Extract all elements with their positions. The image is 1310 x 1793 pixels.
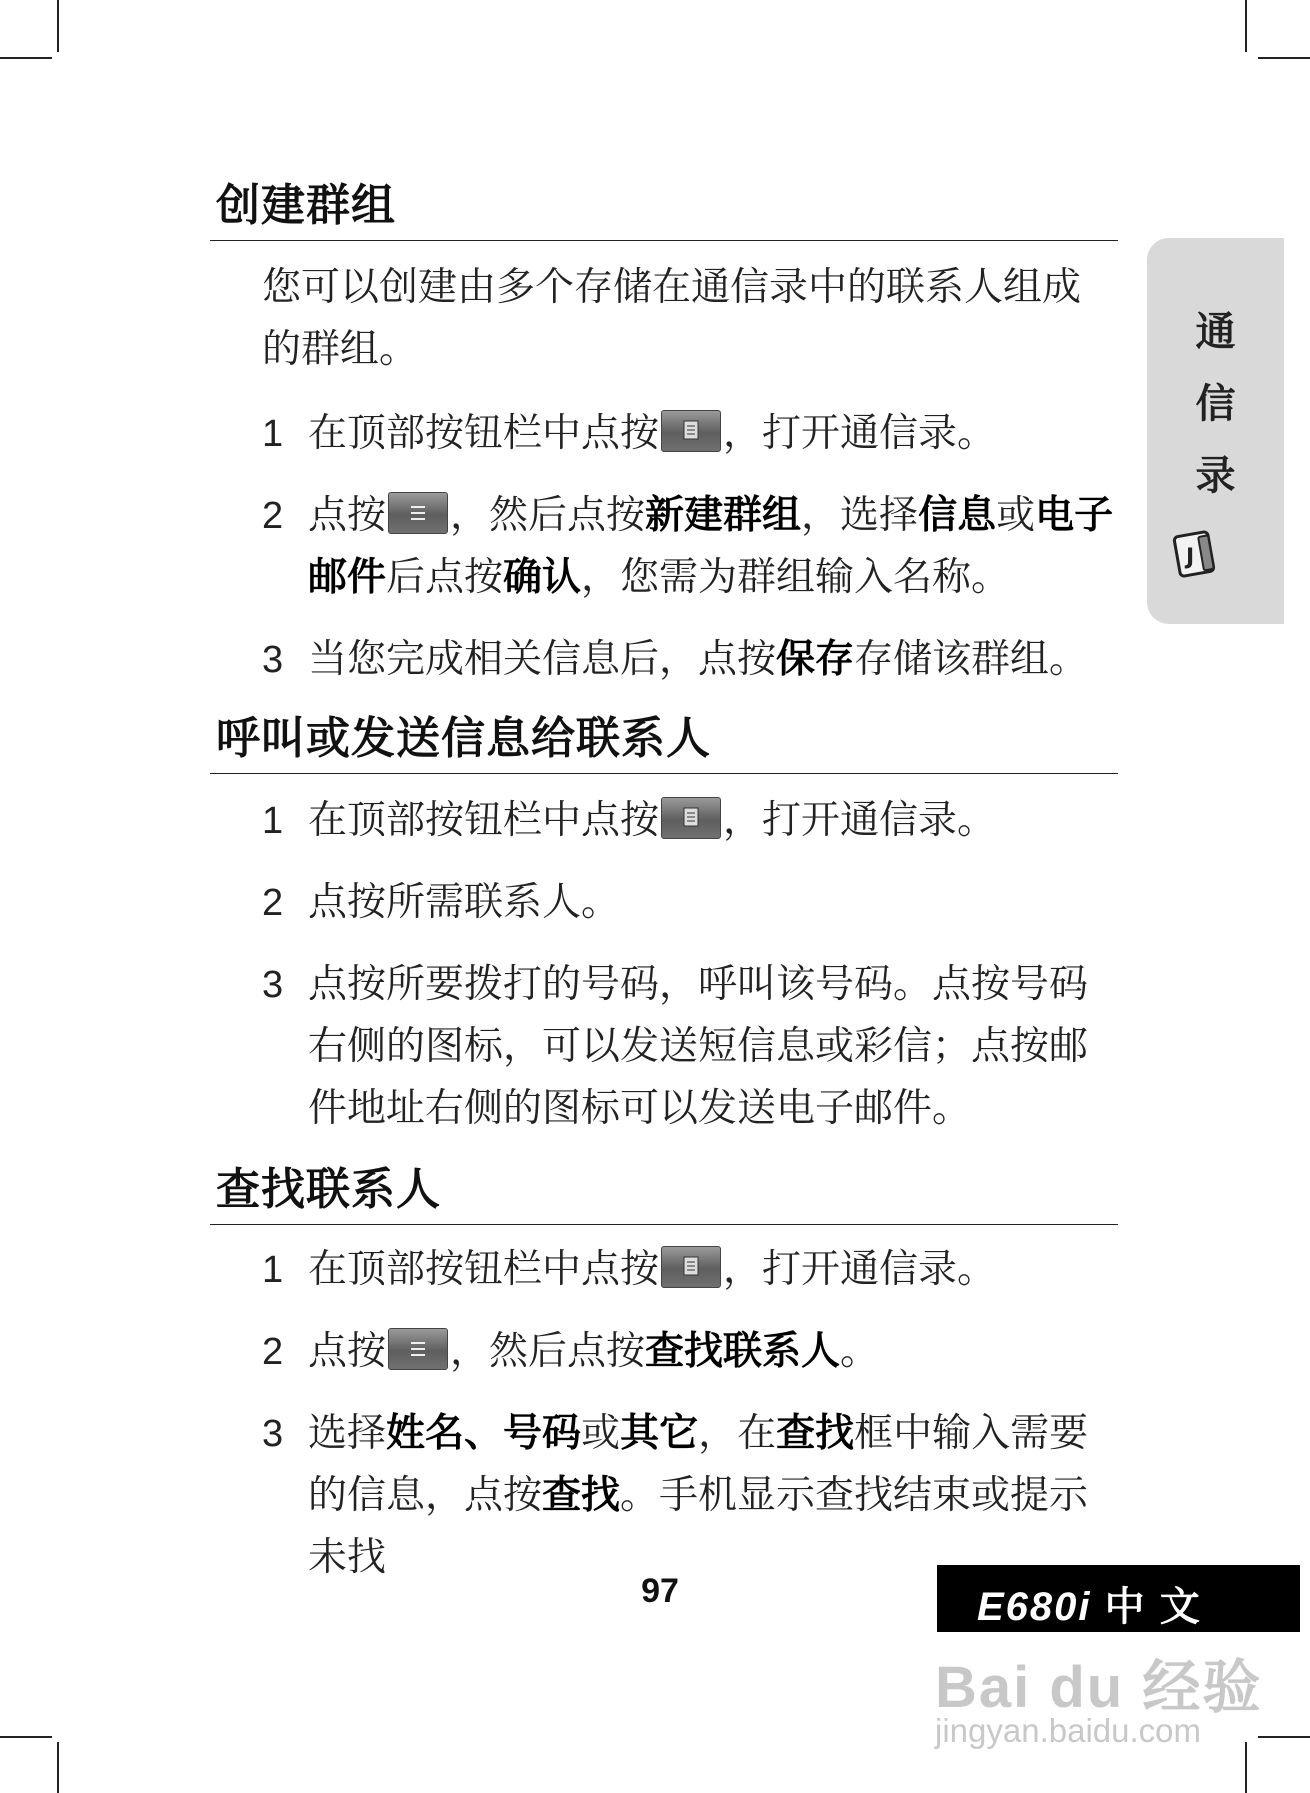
chapter-tab	[1147, 238, 1284, 624]
step-text: ，然后点按	[450, 1329, 646, 1374]
model-label	[977, 1575, 1202, 1632]
step-text: 点按所要拨打的号码，呼叫该号码。点按号码右侧的图标，可以发送短信息或彩信；点按邮件地址右侧的图标可以发送电子邮件。	[308, 962, 1089, 1131]
language-label: 中 文	[1104, 1585, 1202, 1629]
ui-term: 确认	[503, 555, 582, 600]
page-number: 97	[641, 1572, 679, 1610]
menu-icon	[388, 1328, 448, 1370]
ui-term: 其它	[620, 1411, 699, 1456]
chapter-tab-char: 信	[1195, 380, 1236, 427]
ui-term: 、	[464, 1411, 504, 1456]
ui-term: 电子邮件	[308, 493, 1114, 600]
step-text: ，在	[698, 1411, 777, 1456]
ui-term: 查找	[776, 1411, 855, 1456]
ui-term: 新建群组	[645, 493, 802, 538]
section-find-contact	[210, 1160, 1118, 1589]
section-divider	[210, 1224, 1118, 1225]
step-text: 点按	[308, 493, 387, 538]
ui-term: 信息	[918, 493, 997, 538]
watermark-url: jingyan.baidu.com	[935, 1712, 1201, 1749]
step-text: 在顶部按钮栏中点按	[308, 411, 660, 456]
crop-mark	[0, 57, 52, 59]
step-text: 点按所需联系人。	[308, 880, 621, 925]
crop-mark	[57, 0, 59, 52]
section-title: 呼叫或发送信息给联系人	[216, 713, 711, 764]
step-text: 在顶部按钮栏中点按	[308, 798, 660, 843]
phonebook-icon	[1171, 528, 1223, 584]
step-text: 当您完成相关信息后，点按	[308, 637, 777, 682]
intro-text: 您可以创建由多个存储在通信录中的联系人组成的群组。	[262, 265, 1082, 372]
chapter-tab-char: 通	[1195, 308, 1236, 355]
step-number: 1	[262, 413, 284, 455]
ui-term: 查找联系人	[645, 1329, 841, 1374]
step-text: ，打开通信录。	[723, 411, 997, 456]
step-number: 3	[262, 964, 284, 1006]
step-item	[262, 790, 1118, 852]
section-create-group	[210, 176, 1118, 691]
section-call-or-message	[210, 709, 1118, 1140]
model-name: E680i	[977, 1585, 1092, 1629]
step-text: ，您需为群组输入名称。	[581, 555, 1011, 600]
step-text: 。	[840, 1329, 880, 1374]
step-text: 选择	[308, 1411, 387, 1456]
step-item	[262, 1239, 1118, 1301]
section-title: 创建群组	[216, 180, 396, 231]
chapter-tab-char: 录	[1195, 452, 1236, 499]
crop-mark	[57, 1742, 59, 1793]
step-text: 或	[996, 493, 1036, 538]
step-text: 后点按	[386, 555, 504, 600]
step-number: 3	[262, 1413, 284, 1455]
crop-mark	[1258, 1736, 1310, 1738]
ui-term: 保存	[776, 637, 855, 682]
step-text: ，然后点按	[450, 493, 646, 538]
step-number: 1	[262, 800, 284, 842]
step-number: 3	[262, 639, 284, 681]
step-item	[262, 954, 1118, 1140]
crop-mark	[1245, 1742, 1247, 1793]
step-text: ，打开通信录。	[723, 798, 997, 843]
crop-mark	[1245, 0, 1247, 52]
step-text: 存储该群组。	[854, 637, 1089, 682]
step-number: 2	[262, 1331, 284, 1373]
step-number: 2	[262, 882, 284, 924]
step-item	[262, 872, 1118, 934]
step-number: 1	[262, 1249, 284, 1291]
contacts-icon	[661, 1246, 721, 1288]
step-item	[262, 485, 1118, 609]
step-item	[262, 629, 1118, 691]
step-text: 在顶部按钮栏中点按	[308, 1247, 660, 1292]
step-item	[262, 1403, 1118, 1589]
section-title: 查找联系人	[216, 1164, 441, 1215]
contacts-icon	[661, 410, 721, 452]
watermark-logo: Bai du 经验	[935, 1655, 1263, 1720]
ui-term: 查找	[542, 1473, 621, 1518]
step-item	[262, 403, 1118, 465]
step-text: ，打开通信录。	[723, 1247, 997, 1292]
contacts-icon	[661, 797, 721, 839]
crop-mark	[1258, 57, 1310, 59]
step-text: 。手机显示查找结束或提示未找	[308, 1473, 1089, 1580]
step-number: 2	[262, 495, 284, 537]
crop-mark	[0, 1736, 52, 1738]
ui-term: 姓名	[386, 1411, 465, 1456]
step-text: 框中输入需要的信息，点按	[308, 1411, 1089, 1518]
section-divider	[210, 773, 1118, 774]
step-text: 点按	[308, 1329, 387, 1374]
step-item	[262, 1321, 1118, 1383]
ui-term: 号码	[503, 1411, 582, 1456]
svg-text:J: J	[1186, 545, 1195, 570]
section-divider	[210, 240, 1118, 241]
step-text: 或	[581, 1411, 621, 1456]
model-banner	[937, 1565, 1300, 1632]
menu-icon	[388, 492, 448, 534]
step-text: ，选择	[801, 493, 919, 538]
